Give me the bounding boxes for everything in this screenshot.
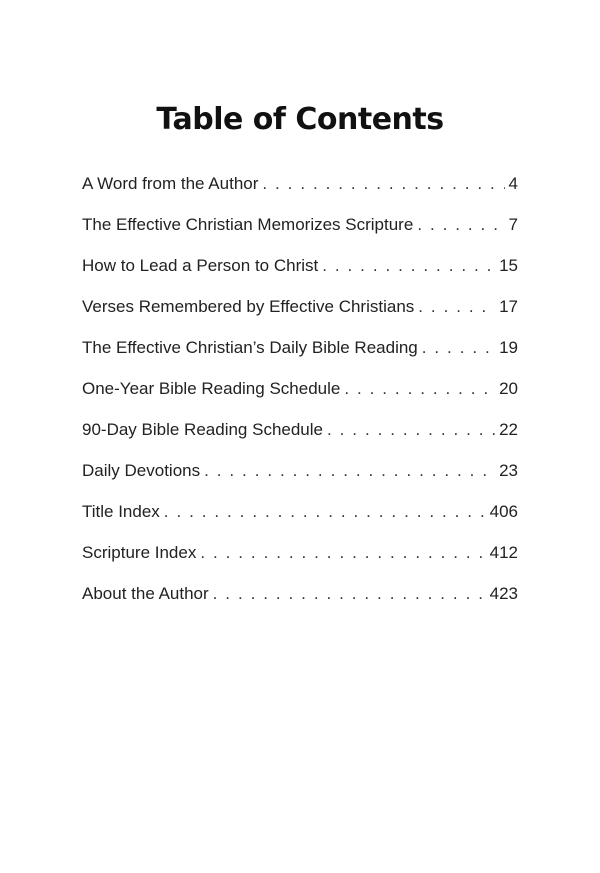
dot-leader <box>262 170 504 198</box>
toc-entry-label: One-Year Bible Reading Schedule <box>82 379 341 398</box>
toc-entry <box>82 375 518 416</box>
toc-entry-label: 90-Day Bible Reading Schedule <box>82 420 323 439</box>
toc-entry <box>82 252 518 293</box>
toc-entry-page: 19 <box>499 338 518 357</box>
toc-list <box>82 170 518 621</box>
toc-entry-label: Title Index <box>82 502 160 521</box>
toc-entry <box>82 334 518 375</box>
page-title: Table of Contents <box>156 102 444 137</box>
dot-leader <box>417 211 504 239</box>
toc-entry-label: Verses Remembered by Effective Christians <box>82 297 415 316</box>
dot-leader <box>200 539 485 567</box>
toc-entry <box>82 498 518 539</box>
dot-leader <box>327 416 495 444</box>
toc-entry-page: 17 <box>499 297 518 316</box>
dot-leader <box>418 293 495 321</box>
dot-leader <box>422 334 495 362</box>
toc-entry-page: 4 <box>508 174 518 193</box>
toc-entry-label: Daily Devotions <box>82 461 201 480</box>
toc-entry <box>82 170 518 211</box>
toc-entry-label: How to Lead a Person to Christ <box>82 256 319 275</box>
toc-entry-label: The Effective Christian’s Daily Bible Reading <box>82 338 418 357</box>
dot-leader <box>164 498 486 526</box>
toc-entry <box>82 580 518 621</box>
toc-entry-page: 7 <box>508 215 518 234</box>
toc-entry-page: 412 <box>489 543 518 562</box>
toc-entry-label: Scripture Index <box>82 543 197 562</box>
toc-entry-label: About the Author <box>82 584 209 603</box>
toc-entry-label: The Effective Christian Memorizes Scripture <box>82 215 414 234</box>
toc-entry-page: 406 <box>489 502 518 521</box>
toc-entry <box>82 539 518 580</box>
toc-entry <box>82 416 518 457</box>
dot-leader <box>213 580 486 608</box>
dot-leader <box>322 252 495 280</box>
dot-leader <box>204 457 495 485</box>
toc-entry <box>82 457 518 498</box>
dot-leader <box>344 375 495 403</box>
toc-entry-label: A Word from the Author <box>82 174 259 193</box>
toc-entry-page: 23 <box>499 461 518 480</box>
toc-entry-page: 20 <box>499 379 518 398</box>
toc-entry <box>82 211 518 252</box>
toc-entry-page: 15 <box>499 256 518 275</box>
toc-entry-page: 423 <box>489 584 518 603</box>
toc-entry <box>82 293 518 334</box>
toc-entry-page: 22 <box>499 420 518 439</box>
